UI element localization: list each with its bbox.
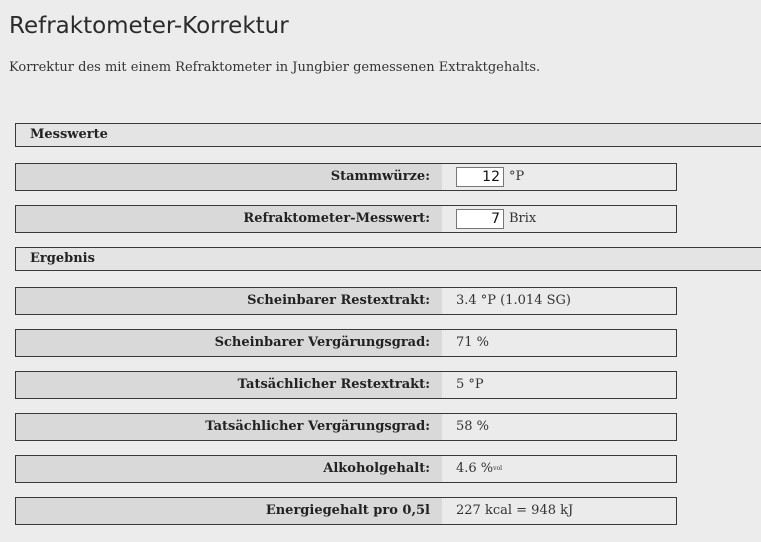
tatsaechlicher-vergaerungsgrad-label: Tatsächlicher Vergärungsgrad: bbox=[16, 414, 442, 440]
page-title: Refraktometer-Korrektur bbox=[9, 13, 289, 39]
stammwuerze-label: Stammwürze: bbox=[16, 164, 442, 190]
refraktometer-messwert-label: Refraktometer-Messwert: bbox=[16, 206, 442, 232]
tatsaechlicher-vergaerungsgrad-value: 58 % bbox=[456, 419, 490, 434]
row-scheinbarer-vergaerungsgrad bbox=[15, 329, 677, 357]
stammwuerze-unit: °P bbox=[509, 169, 525, 184]
section-header-ergebnis: Ergebnis bbox=[15, 247, 761, 271]
row-energiegehalt bbox=[15, 497, 677, 525]
tatsaechlicher-restextrakt-value: 5 °P bbox=[456, 377, 484, 392]
section-header-messwerte: Messwerte bbox=[15, 123, 761, 147]
energiegehalt-value: 227 kcal = 948 kJ bbox=[456, 503, 574, 518]
scheinbarer-restextrakt-value: 3.4 °P (1.014 SG) bbox=[456, 293, 571, 308]
scheinbarer-vergaerungsgrad-value: 71 % bbox=[456, 335, 490, 350]
refraktometer-messwert-input[interactable] bbox=[456, 209, 504, 229]
stammwuerze-value-cell bbox=[442, 164, 676, 190]
alkoholgehalt-value: 4.6 % bbox=[456, 461, 494, 476]
tatsaechlicher-restextrakt-label: Tatsächlicher Restextrakt: bbox=[16, 372, 442, 398]
row-scheinbarer-restextrakt bbox=[15, 287, 677, 315]
row-stammwuerze bbox=[15, 163, 677, 191]
refraktometer-messwert-unit: Brix bbox=[509, 211, 537, 226]
stammwuerze-input[interactable] bbox=[456, 167, 504, 187]
alkoholgehalt-label: Alkoholgehalt: bbox=[16, 456, 442, 482]
alkoholgehalt-unit-subscript: vol bbox=[493, 465, 503, 472]
page-description: Korrektur des mit einem Refraktometer in Jungbier gemessenen Extraktgehalts. bbox=[9, 60, 541, 75]
refraktometer-messwert-value-cell bbox=[442, 206, 676, 232]
scheinbarer-vergaerungsgrad-label: Scheinbarer Vergärungsgrad: bbox=[16, 330, 442, 356]
row-refraktometer-messwert bbox=[15, 205, 677, 233]
energiegehalt-label: Energiegehalt pro 0,5l bbox=[16, 498, 442, 524]
alkoholgehalt-value-cell bbox=[442, 456, 676, 482]
row-tatsaechlicher-vergaerungsgrad bbox=[15, 413, 677, 441]
row-alkoholgehalt bbox=[15, 455, 677, 483]
scheinbarer-restextrakt-label: Scheinbarer Restextrakt: bbox=[16, 288, 442, 314]
row-tatsaechlicher-restextrakt bbox=[15, 371, 677, 399]
